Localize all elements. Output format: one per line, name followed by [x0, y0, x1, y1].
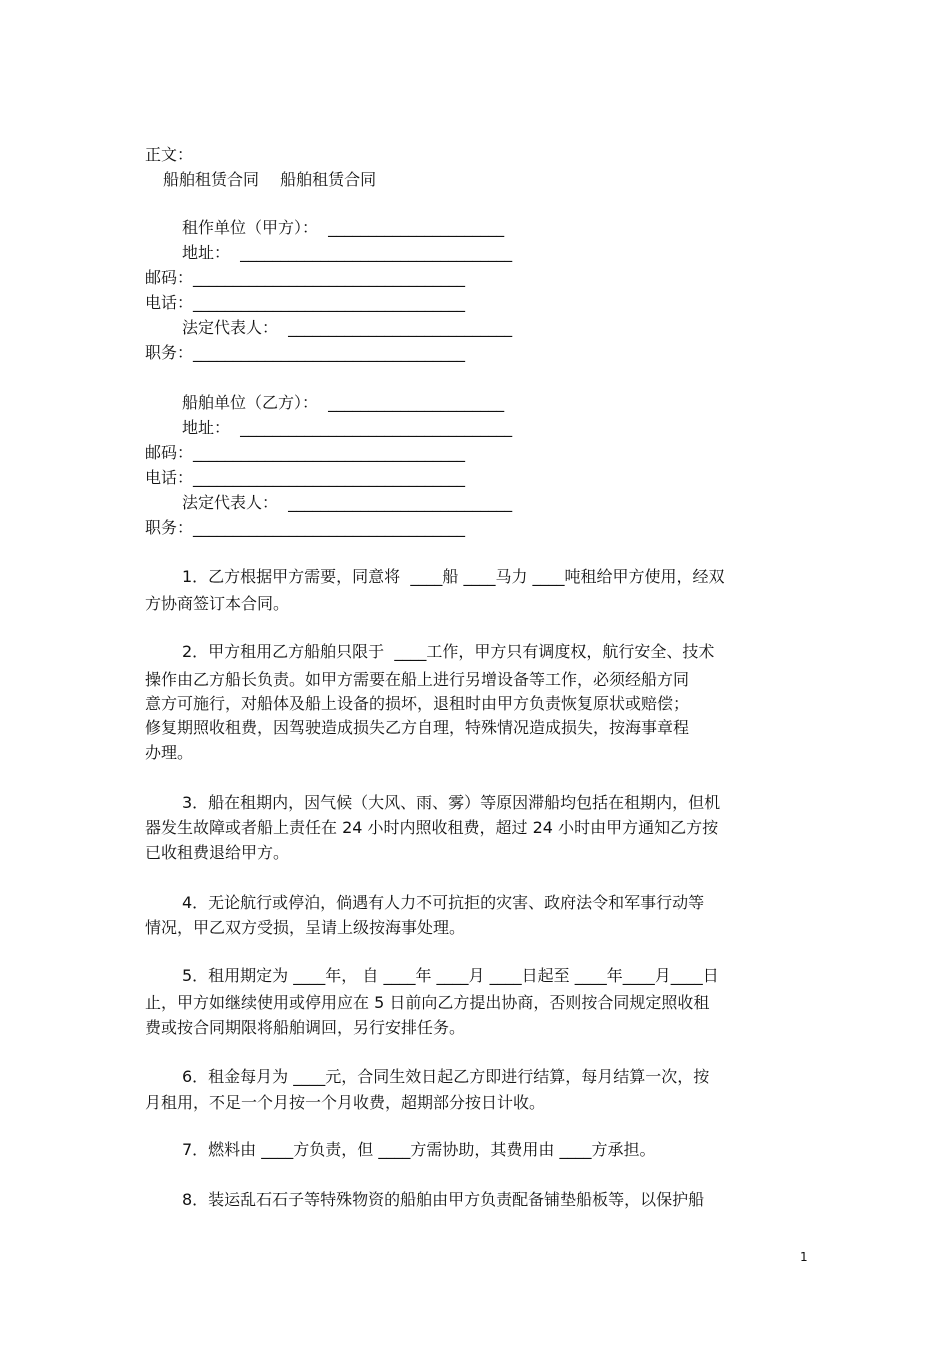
- clause-line: 情况，甲乙双方受损，呈请上级按海事处理。: [145, 918, 466, 937]
- party-b-unit: 船舶单位（乙方）： ______________________: [182, 393, 505, 412]
- party-a-address: 地址： __________________________________: [182, 243, 513, 262]
- party-a-position: 职务：__________________________________: [145, 343, 466, 362]
- page-number: 1: [800, 1250, 808, 1264]
- section-label: 正文：: [145, 145, 194, 164]
- party-a-phone: 电话：__________________________________: [145, 293, 466, 312]
- clause-line: 2．甲方租用乙方船舶只限于 ____工作，甲方只有调度权，航行安全、技术: [182, 642, 715, 661]
- contract-title: 船舶租赁合同 船舶租赁合同: [163, 170, 377, 189]
- clause-line: 4．无论航行或停泊，倘遇有人力不可抗拒的灾害、政府法令和军事行动等: [182, 893, 705, 912]
- party-a-legal-rep: 法定代表人： ____________________________: [182, 318, 513, 337]
- party-a-postcode: 邮码：__________________________________: [145, 268, 466, 287]
- clause-line: 修复期照收租费，因驾驶造成损失乙方自理，特殊情况造成损失，按海事章程: [145, 718, 690, 737]
- clause-line: 8．装运乱石石子等特殊物资的船舶由甲方负责配备铺垫船板等，以保护船: [182, 1190, 705, 1209]
- clause-line: 方协商签订本合同。: [145, 594, 290, 613]
- clause-line: 操作由乙方船长负责。如甲方需要在船上进行另增设备等工作，必须经船方同: [145, 670, 690, 689]
- clause-line: 月租用，不足一个月按一个月收费，超期部分按日计收。: [145, 1093, 546, 1112]
- clause-line: 意方可施行，对船体及船上设备的损坏，退租时由甲方负责恢复原状或赔偿；: [145, 694, 690, 713]
- party-b-legal-rep: 法定代表人： ____________________________: [182, 493, 513, 512]
- clause-line: 7．燃料由 ____方负责，但 ____方需协助，其费用由 ____方承担。: [182, 1140, 656, 1159]
- clause-line: 1．乙方根据甲方需要，同意将 ____船 ____马力 ____吨租给甲方使用，经双: [182, 567, 725, 586]
- party-b-phone: 电话：__________________________________: [145, 468, 466, 487]
- clause-line: 3．船在租期内，因气候（大风、雨、雾）等原因滞船均包括在租期内，但机: [182, 793, 721, 812]
- party-b-position: 职务：__________________________________: [145, 518, 466, 537]
- clause-line: 已收租费退给甲方。: [145, 843, 290, 862]
- clause-line: 6．租金每月为 ____元，合同生效日起乙方即进行结算，每月结算一次，按: [182, 1067, 710, 1086]
- clause-line: 止，甲方如继续使用或停用应在 5 日前向乙方提出协商，否则按合同规定照收租: [145, 993, 710, 1012]
- party-b-address: 地址： __________________________________: [182, 418, 513, 437]
- party-a-unit: 租作单位（甲方）： ______________________: [182, 218, 505, 237]
- clause-line: 费或按合同期限将船舶调回，另行安排任务。: [145, 1018, 466, 1037]
- clause-line: 办理。: [145, 743, 194, 762]
- clause-line: 5．租用期定为 ____年， 自 ____年 ____月 ____日起至 ____年____月____日: [182, 966, 719, 985]
- party-b-postcode: 邮码：__________________________________: [145, 443, 466, 462]
- clause-line: 器发生故障或者船上责任在 24 小时内照收租费，超过 24 小时由甲方通知乙方按: [145, 818, 719, 837]
